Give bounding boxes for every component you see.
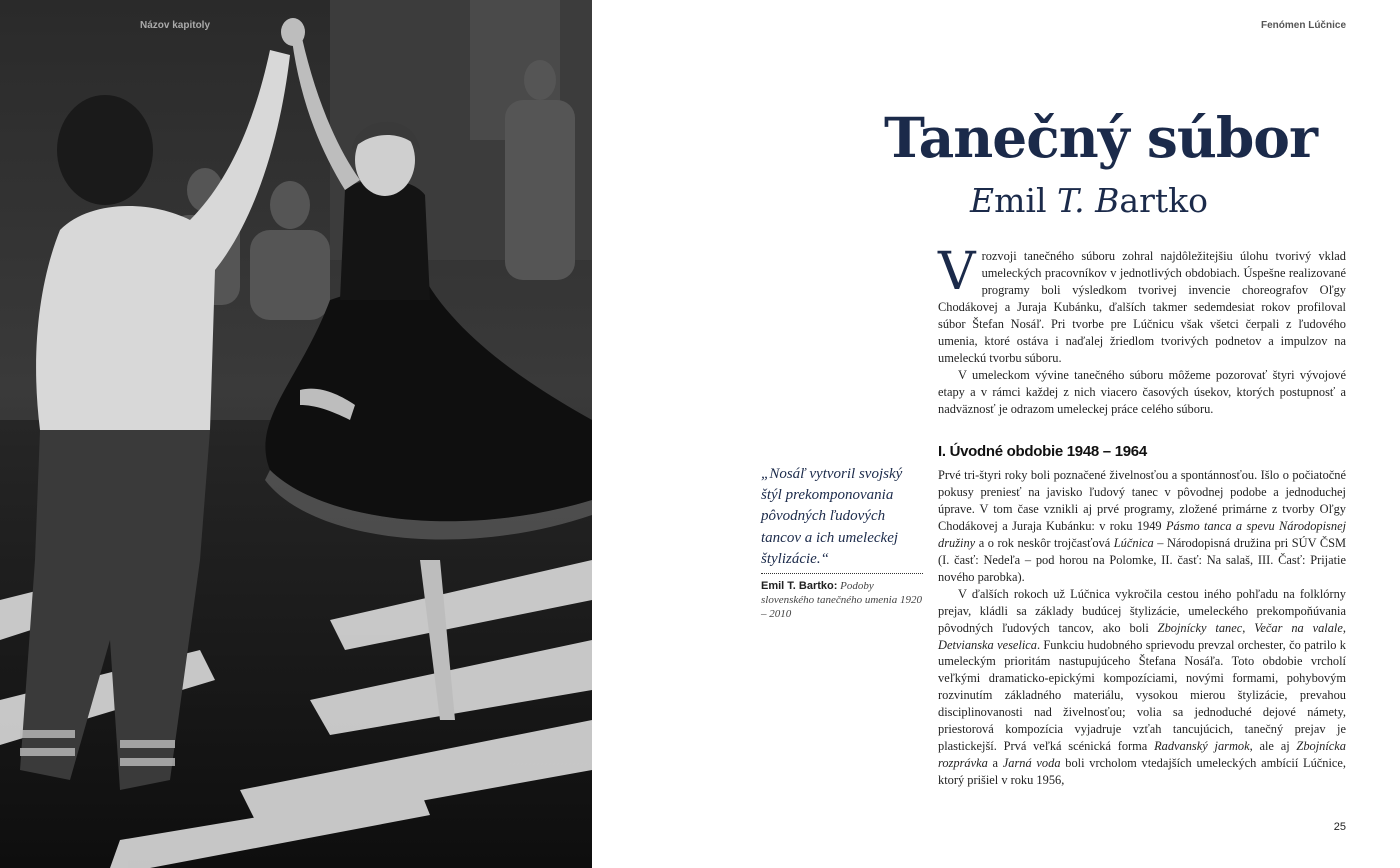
author-last-initial: B xyxy=(1095,181,1120,220)
text-run: a xyxy=(987,756,1003,771)
italic-title: Lúčnica xyxy=(1113,535,1154,550)
pull-quote: „Nosáľ vytvoril svojský štýl prekomponovania pôvodných ľudových tancov a ich umeleckej štylizácie.“ xyxy=(761,464,923,574)
intro-paragraph-2: V umeleckom vývine tanečného súboru môžeme pozorovať štyri vývojové etapy a v rámci každej z nich viacero časových úsekov, ktorých postupnosť a nadväznosť je odrazom umeleckej práce celého súboru. xyxy=(938,367,1346,416)
pull-quote-box xyxy=(761,464,923,621)
italic-title: Večar na valale xyxy=(1254,620,1343,635)
running-head: Fenómen Lúčnice xyxy=(1260,20,1346,31)
section-1-text xyxy=(938,467,1346,789)
intro-paragraph-1 xyxy=(938,242,1346,367)
chapter-label: Názov kapitoly xyxy=(140,20,211,31)
text-run: a o rok neskôr trojčasťová xyxy=(975,535,1114,550)
text-run: V ďalších rokoch už Lúčnica vykročila cestou iného pohľadu na folklórny prejav, kládli sa základy budúcej štylizácie, umeleckého prekompoňúvania pôvodných ľudových tancov, ako boli xyxy=(938,586,1346,635)
text-run: – Národopisná družina pri SÚV ČSM (I. časť: Nedeľa – pod horou na Polomke, II. časť: Na salaš, III. Časť: Prijatie nového parobka). xyxy=(938,535,1346,584)
author-first-initial: E xyxy=(970,181,995,220)
intro-text xyxy=(938,242,1346,418)
article-title: Tanečný súbor xyxy=(884,105,1317,170)
page-number: 25 xyxy=(1333,821,1346,833)
italic-title: Zbojnícky tanec xyxy=(1157,620,1243,635)
section-paragraph-1 xyxy=(938,467,1346,586)
text-run: , ale aj xyxy=(1249,739,1297,754)
text-run: Prvé tri-štyri roky boli poznačené živelnosťou a spontánnosťou. Išlo o počiatočné pokusy preniesť na javisko ľudový tanec v pôvodnej podobe a jednoduchej úprave. V tom čase vznikli aj prvé programy, zložené primárne z tvorby Oľgy Chodákovej a Juraja Kubánku: v roku 1949 xyxy=(938,468,1346,533)
text-run: boli vrcholom vtedajších umeleckých ambícií Lúčnice, ktorý prišiel v roku 1956, xyxy=(938,756,1346,788)
intro-paragraph-1-text: rozvoji tanečného súboru zohral najdôležitejšiu úlohu tvorivý vklad umeleckých pracovníkov v jednotlivých obdobiach. Úspešne realizované programy boli výsledkom tvorivej invencie choreografov Oľgy Chodákovej a Juraja Kubánku, ďalších takmer sedemdesiat rokov profiloval súbor Štefan Nosáľ. Pri tvorbe pre Lúčnicu však všetci čerpali z ľudového umenia, ktoré ostáva i naďalej žriedlom tvorivých podnetov a impulzov na umeleckú tvorbu súboru. xyxy=(938,249,1346,365)
drop-cap: V xyxy=(938,242,976,302)
pull-quote-credit xyxy=(761,579,923,621)
italic-title: Radvanský jarmok xyxy=(1154,739,1250,754)
italic-title: Pásmo tanca a spevu Národopisnej družiny xyxy=(938,518,1347,550)
section-paragraph-2 xyxy=(938,586,1346,789)
pull-quote-credit-name: Emil T. Bartko: xyxy=(761,580,838,593)
pull-quote-credit-source: Podoby slovenského tanečného umenia 1920 – 2010 xyxy=(761,580,922,621)
italic-title: Detvianska veselica xyxy=(938,637,1037,652)
author-first-rest: mil xyxy=(994,181,1047,220)
dance-photograph xyxy=(0,0,592,868)
section-heading: I. Úvodné obdobie 1948 – 1964 xyxy=(938,443,1147,460)
author-middle-initial: T. xyxy=(1057,181,1085,220)
author-last-rest: artko xyxy=(1119,181,1208,220)
article-author xyxy=(970,183,1208,219)
italic-title: Zbojnícka rozprávka xyxy=(938,739,1346,771)
text-run: , xyxy=(1242,620,1255,635)
text-run: , xyxy=(1342,620,1346,635)
text-run: . Funkciu hudobného sprievodu prevzal orchester, čo patrilo k umeleckým prioritám nastupujúceho Štefana Nosáľa. Toto obdobie vrcholí veľkými dramaticko-epickými kompozíciami, novými formami, pohybovým rozvinutím základného materiálu, vysokou mierou štylizácie, prevahou disciplinovanosti nad živelnosťou; volia sa jednoduché dejové námety, priestorová kompozícia vyjadruje vzťah tancujúcich, tanečný prejav je plastickejší. Prvá veľká scénická forma xyxy=(938,637,1346,754)
italic-title: Jarná voda xyxy=(1002,756,1061,771)
